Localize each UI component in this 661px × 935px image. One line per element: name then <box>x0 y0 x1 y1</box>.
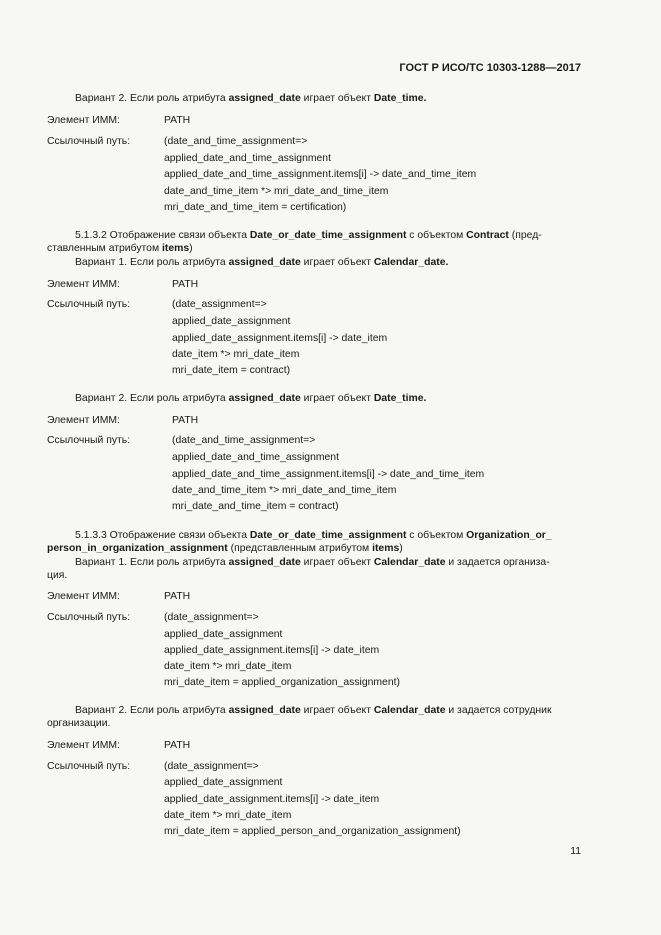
variant-heading-cont: организации. <box>47 718 111 729</box>
element-value: PATH <box>164 115 191 126</box>
path-line: applied_date_assignment.items[i] -> date_item <box>164 645 380 656</box>
page-number: 11 <box>570 846 581 857</box>
element-value: PATH <box>164 740 191 751</box>
path-line: (date_and_time_assignment=> <box>172 435 316 446</box>
element-label: Элемент ИММ: <box>47 415 120 426</box>
variant-heading: Вариант 1. Если роль атрибута assigned_date играет объект Calendar_date и задается организа- <box>75 557 550 568</box>
variant-heading: Вариант 1. Если роль атрибута assigned_date играет объект Calendar_date. <box>75 257 449 268</box>
path-label: Ссылочный путь: <box>47 435 131 446</box>
element-value: PATH <box>172 415 199 426</box>
path-line: applied_date_and_time_assignment.items[i] -> date_and_time_item <box>172 469 485 480</box>
path-line: applied_date_and_time_assignment <box>164 153 331 164</box>
element-label: Элемент ИММ: <box>47 115 120 126</box>
path-line: mri_date_and_time_item = certification) <box>164 202 347 213</box>
element-value: PATH <box>164 591 191 602</box>
path-line: mri_date_and_time_item = contract) <box>172 501 339 512</box>
path-line: date_item *> mri_date_item <box>164 810 292 821</box>
path-line: (date_and_time_assignment=> <box>164 136 308 147</box>
path-line: date_item *> mri_date_item <box>164 661 292 672</box>
path-line: applied_date_assignment <box>164 629 283 640</box>
variant-heading: Вариант 2. Если роль атрибута assigned_date играет объект Date_time. <box>75 393 427 404</box>
path-label: Ссылочный путь: <box>47 299 131 310</box>
path-line: applied_date_assignment <box>164 777 283 788</box>
element-label: Элемент ИММ: <box>47 279 120 290</box>
path-line: applied_date_assignment.items[i] -> date_item <box>164 794 380 805</box>
variant-heading-cont: ция. <box>47 570 68 581</box>
path-line: date_and_time_item *> mri_date_and_time_item <box>164 186 389 197</box>
element-label: Элемент ИММ: <box>47 591 120 602</box>
path-line: date_item *> mri_date_item <box>172 349 300 360</box>
path-line: applied_date_assignment.items[i] -> date_item <box>172 333 388 344</box>
path-line: (date_assignment=> <box>164 761 259 772</box>
path-label: Ссылочный путь: <box>47 612 131 623</box>
path-line: mri_date_item = applied_organization_assignment) <box>164 677 400 688</box>
path-line: (date_assignment=> <box>172 299 267 310</box>
section-heading-cont: ставленным атрибутом items) <box>47 243 193 254</box>
section-heading-cont: person_in_organization_assignment (представленным атрибутом items) <box>47 543 403 554</box>
path-line: mri_date_item = applied_person_and_organization_assignment) <box>164 826 461 837</box>
path-line: applied_date_and_time_assignment.items[i] -> date_and_time_item <box>164 169 477 180</box>
path-label: Ссылочный путь: <box>47 761 131 772</box>
document-header: ГОСТ Р ИСО/ТС 10303-1288—2017 <box>399 62 581 74</box>
path-line: (date_assignment=> <box>164 612 259 623</box>
variant-heading: Вариант 2. Если роль атрибута assigned_date играет объект Date_time. <box>75 93 427 104</box>
section-heading: 5.1.3.2 Отображение связи объекта Date_or_date_time_assignment с объектом Contract (пред- <box>75 230 542 241</box>
element-value: PATH <box>172 279 199 290</box>
variant-heading: Вариант 2. Если роль атрибута assigned_date играет объект Calendar_date и задается сотрудник <box>75 705 552 716</box>
path-line: applied_date_assignment <box>172 316 291 327</box>
path-line: mri_date_item = contract) <box>172 365 291 376</box>
section-heading: 5.1.3.3 Отображение связи объекта Date_or_date_time_assignment с объектом Organization_or_ <box>75 530 552 541</box>
path-line: date_and_time_item *> mri_date_and_time_item <box>172 485 397 496</box>
path-label: Ссылочный путь: <box>47 136 131 147</box>
path-line: applied_date_and_time_assignment <box>172 452 339 463</box>
element-label: Элемент ИММ: <box>47 740 120 751</box>
